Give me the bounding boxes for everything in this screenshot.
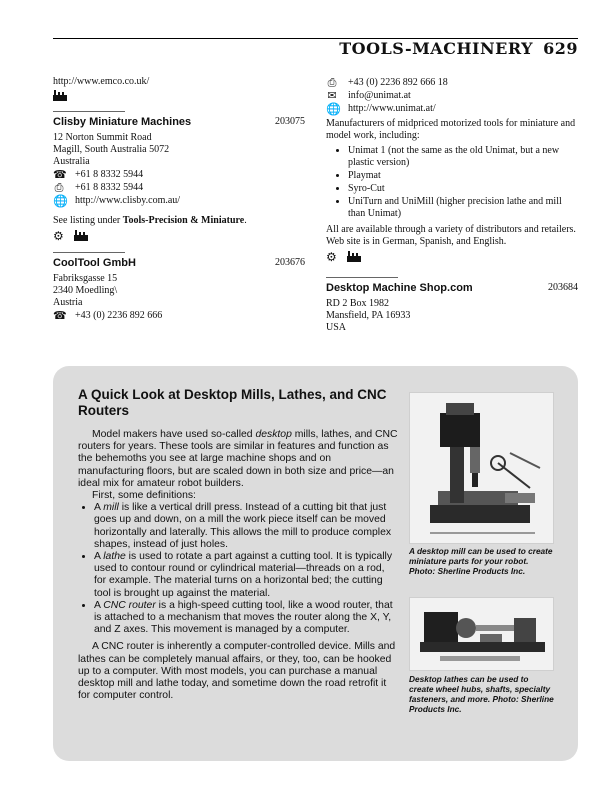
sidebar-title: A Quick Look at Desktop Mills, Lathes, and CNC Routers (78, 387, 387, 418)
entry-title (326, 281, 578, 295)
entry-title (53, 115, 305, 129)
sidebar-paragraph: First, some definitions: (92, 490, 196, 502)
factory-icon (347, 251, 361, 262)
fax-number: +61 8 8332 5944 (75, 181, 144, 193)
right-column (326, 76, 578, 334)
outro-text: All are available through a variety of distributors and retailers. Web site is in German, Spanish, and English. (326, 224, 576, 247)
address-line: 12 Norton Summit Road (53, 132, 152, 143)
entry-id: 203676 (275, 257, 305, 268)
factory-icon (53, 90, 67, 101)
entry-name: Clisby Miniature Machines (53, 116, 192, 128)
entry-separator (326, 277, 398, 278)
list-item: • Playmat (348, 170, 578, 182)
entry-title (53, 256, 305, 270)
entry-separator (53, 111, 125, 112)
fax-number: +43 (0) 2236 892 666 18 (348, 76, 448, 88)
photo-caption-mill: A desktop mill can be used to create miniature parts for your robot. Photo: Sherline Products Inc. (409, 546, 553, 576)
phone-icon: ☎ (53, 309, 67, 322)
see-listing: See listing under Tools-Precision & Miniature. (53, 215, 247, 226)
phone-number: +61 8 8332 5944 (75, 168, 144, 180)
sidebar-paragraph: A CNC router is inherently a computer-controlled device. Mills and lathes can be completely manual affairs, or they, too, can be hooked up to a computer. With most models, you can purchase a manual desktop mill and lathe today, and sometime down the road retrofit it for computer control. (78, 641, 396, 702)
see-listing-ref[interactable]: Tools-Precision & Miniature (122, 215, 245, 226)
photo-caption-lathe: Desktop lathes can be used to create wheel hubs, shafts, specialty fasteners, and more. Photo: Sherline Products Inc. (409, 674, 554, 714)
fax-icon: ⎙ (327, 76, 337, 89)
address-line: Austria (53, 297, 83, 308)
definitions-list (78, 502, 398, 636)
left-column (53, 76, 305, 322)
globe-icon: 🌐 (326, 101, 341, 116)
header-title: TOOLS-MACHINERY (339, 39, 534, 58)
desktop-lathe-photo (409, 597, 554, 671)
emco-url[interactable]: http://www.emco.co.uk/ (53, 76, 150, 87)
entry-name: Desktop Machine Shop.com (326, 282, 473, 294)
list-item: • Syro-Cut (348, 183, 578, 195)
address-line: Australia (53, 156, 90, 167)
globe-icon: 🌐 (53, 193, 68, 208)
entry-separator (53, 252, 125, 253)
desktop-mill-illustration (410, 393, 553, 543)
phone-icon: ☎ (53, 168, 67, 181)
list-item: • UniTurn and UniMill (higher precision lathe and mill than Unimat) (348, 196, 578, 220)
address-line: RD 2 Box 1982 (326, 298, 390, 309)
list-item: • A lathe is used to rotate a part against a cutting tool. It is typically used to contour round or cylindrical material—threads on a rod, for example. The material turns on a horizontal bed; the cutting tool is brought up against the material. (94, 551, 398, 600)
email-address[interactable]: info@unimat.at (348, 89, 411, 101)
page-number: 629 (543, 39, 578, 58)
address-line: Magill, South Australia 5072 (53, 144, 170, 155)
desktop-mill-photo (409, 392, 554, 544)
address-line: 2340 Moedling\ (53, 285, 118, 296)
fax-icon: ⎙ (54, 181, 64, 194)
factory-icon (74, 230, 88, 241)
website-url[interactable]: http://www.unimat.at/ (348, 102, 436, 114)
entry-name: CoolTool GmbH (53, 257, 136, 269)
address-line: Fabriksgasse 15 (53, 273, 118, 284)
email-icon: ✉ (327, 89, 337, 102)
gear-icon: ⚙ (326, 250, 337, 264)
entry-id: 203684 (548, 282, 578, 293)
phone-number: +43 (0) 2236 892 666 (75, 309, 163, 321)
website-url[interactable]: http://www.clisby.com.au/ (75, 194, 181, 206)
entry-id: 203075 (275, 116, 305, 127)
list-item: • A mill is like a vertical drill press. Instead of a cutting bit that just goes up and down, on a mill the work piece itself can be moved horizontally and laterally. This allows the mill to produce complex shapes, instead of just holes. (94, 502, 398, 551)
list-item: • Unimat 1 (not the same as the old Unimat, but a new plastic version) (348, 145, 578, 169)
desktop-lathe-illustration (410, 598, 553, 670)
gear-icon: ⚙ (53, 229, 64, 243)
running-header (339, 39, 578, 58)
address-line: USA (326, 322, 347, 333)
product-list (326, 145, 578, 220)
address-line: Mansfield, PA 16933 (326, 310, 411, 321)
sidebar-paragraph: Model makers have used so-called desktop mills, lathes, and CNC routers for years. These tools are similar in features and function as the behemoths you see at large machine shops and on manufacturing floors, but are scaled down in both size and price—an ideal mix for amateur robot builders. (78, 429, 398, 489)
intro-text: Manufacturers of midpriced motorized tools for miniature and model work, including: (326, 118, 576, 141)
sidebar-body (78, 429, 398, 702)
list-item: • A CNC router is a high-speed cutting tool, like a wood router, that is attached to a mechanism that moves the router along the X, Y, and Z axes. This movement is managed by a computer. (94, 600, 398, 637)
